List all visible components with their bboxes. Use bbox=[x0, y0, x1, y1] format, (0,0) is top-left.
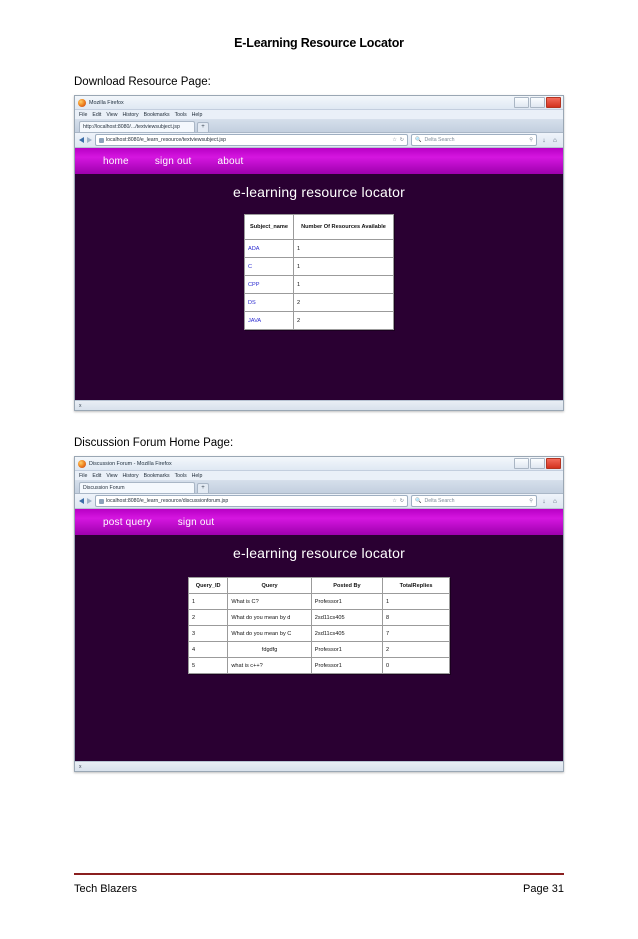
cell-count: 1 bbox=[293, 240, 393, 258]
table-header-row bbox=[245, 215, 394, 240]
browser-tab[interactable]: Discussion Forum bbox=[79, 482, 195, 493]
table-header-row bbox=[189, 578, 450, 594]
table-row bbox=[245, 258, 394, 276]
table-row bbox=[189, 610, 450, 626]
cell-count: 2 bbox=[293, 312, 393, 330]
status-bar bbox=[75, 400, 563, 410]
reload-icon[interactable]: ↻ bbox=[399, 498, 404, 504]
table-row bbox=[189, 658, 450, 674]
column-query: Query bbox=[228, 578, 311, 594]
download-icon[interactable]: ↓ bbox=[542, 136, 546, 144]
table-row bbox=[189, 626, 450, 642]
new-tab-button[interactable]: + bbox=[197, 122, 209, 132]
cell-total-replies: 7 bbox=[383, 626, 450, 642]
column-total-replies: TotalReplies bbox=[383, 578, 450, 594]
cell-subject[interactable]: CPP bbox=[245, 276, 294, 294]
nav-sign-out[interactable]: sign out bbox=[177, 516, 215, 528]
maximize-button[interactable] bbox=[530, 458, 545, 469]
back-arrow-icon[interactable] bbox=[79, 498, 84, 504]
site-favicon-icon bbox=[99, 138, 104, 143]
cell-query-id: 5 bbox=[189, 658, 228, 674]
cell-subject[interactable]: DS bbox=[245, 294, 294, 312]
titlebar bbox=[75, 457, 563, 471]
page-title: E-Learning Resource Locator bbox=[234, 36, 404, 50]
cell-query-id: 3 bbox=[189, 626, 228, 642]
menu-tools[interactable]: Tools bbox=[174, 472, 187, 479]
menu-edit[interactable]: Edit bbox=[92, 472, 102, 479]
address-bar[interactable] bbox=[95, 495, 408, 507]
titlebar bbox=[75, 96, 563, 110]
table-row bbox=[245, 276, 394, 294]
document-page bbox=[0, 36, 638, 939]
menubar bbox=[75, 471, 563, 481]
menu-history[interactable]: History bbox=[122, 111, 139, 118]
address-bar[interactable] bbox=[95, 134, 408, 146]
window-title: Mozilla Firefox bbox=[89, 99, 124, 106]
address-bar-actions bbox=[392, 498, 404, 504]
cell-count: 2 bbox=[293, 294, 393, 312]
status-bar bbox=[75, 761, 563, 771]
search-icon: 🔍 bbox=[415, 498, 422, 504]
search-submit-icon[interactable]: ⚲ bbox=[529, 137, 533, 143]
column-posted-by: Posted By bbox=[311, 578, 382, 594]
page-viewport-download bbox=[75, 148, 563, 400]
table-row bbox=[245, 240, 394, 258]
window-title: Discussion Forum - Mozilla Firefox bbox=[89, 460, 172, 467]
menu-help[interactable]: Help bbox=[191, 111, 203, 118]
back-arrow-icon[interactable] bbox=[79, 137, 84, 143]
browser-tab[interactable]: http://localhost:8080/.../textviewsubject.jsp bbox=[79, 121, 195, 132]
browser-window-download bbox=[74, 95, 564, 411]
search-submit-icon[interactable]: ⚲ bbox=[529, 498, 533, 504]
cell-count: 1 bbox=[293, 258, 393, 276]
footer bbox=[74, 883, 564, 895]
table-row bbox=[189, 594, 450, 610]
address-bar-actions bbox=[392, 137, 404, 143]
forum-queries-table bbox=[188, 577, 450, 674]
menu-view[interactable]: View bbox=[106, 111, 118, 118]
maximize-button[interactable] bbox=[530, 97, 545, 108]
cell-subject[interactable]: JAVA bbox=[245, 312, 294, 330]
menu-file[interactable]: File bbox=[79, 472, 88, 479]
status-text: x bbox=[79, 763, 82, 770]
address-bar-value: localhost:8080/e_learn_resource/discussionforum.jsp bbox=[106, 498, 229, 504]
home-icon[interactable]: ⌂ bbox=[553, 497, 557, 505]
cell-posted-by: 2sd11cs405 bbox=[311, 626, 382, 642]
address-bar-value: localhost:8080/e_learn_resource/textviewsubject.jsp bbox=[106, 137, 226, 143]
table-row bbox=[245, 312, 394, 330]
cell-total-replies: 1 bbox=[383, 594, 450, 610]
cell-query-id: 4 bbox=[189, 642, 228, 658]
column-resources-available: Number Of Resources Available bbox=[293, 215, 393, 240]
search-bar[interactable] bbox=[411, 495, 537, 507]
menu-history[interactable]: History bbox=[122, 472, 139, 479]
status-text: x bbox=[79, 402, 82, 409]
site-heading: e-learning resource locator bbox=[233, 184, 405, 200]
menu-bookmarks[interactable]: Bookmarks bbox=[143, 111, 170, 118]
cell-query[interactable]: what is c++? bbox=[228, 658, 311, 674]
reload-icon[interactable]: ↻ bbox=[399, 137, 404, 143]
firefox-logo-icon bbox=[78, 99, 86, 107]
close-button[interactable] bbox=[546, 458, 561, 469]
cell-total-replies: 0 bbox=[383, 658, 450, 674]
bookmark-star-icon[interactable]: ☆ bbox=[392, 137, 397, 143]
menu-tools[interactable]: Tools bbox=[174, 111, 187, 118]
cell-subject[interactable]: ADA bbox=[245, 240, 294, 258]
menubar bbox=[75, 110, 563, 120]
cell-query[interactable]: What is C? bbox=[228, 594, 311, 610]
cell-posted-by: Professor1 bbox=[311, 642, 382, 658]
table-row bbox=[245, 294, 394, 312]
cell-query[interactable]: What do you mean by d bbox=[228, 610, 311, 626]
menu-view[interactable]: View bbox=[106, 472, 118, 479]
search-icon: 🔍 bbox=[415, 137, 422, 143]
site-navbar bbox=[75, 148, 563, 174]
site-navbar bbox=[75, 509, 563, 535]
resources-table bbox=[244, 214, 394, 330]
close-button[interactable] bbox=[546, 97, 561, 108]
navigation-toolbar bbox=[75, 133, 563, 148]
section-caption-forum: Discussion Forum Home Page: bbox=[74, 437, 234, 449]
site-heading: e-learning resource locator bbox=[233, 545, 405, 561]
search-engine-label: Delta Search bbox=[424, 137, 455, 143]
bookmark-star-icon[interactable]: ☆ bbox=[392, 498, 397, 504]
cell-posted-by: Professor1 bbox=[311, 594, 382, 610]
download-icon[interactable]: ↓ bbox=[542, 497, 546, 505]
new-tab-button[interactable]: + bbox=[197, 483, 209, 493]
menu-file[interactable]: File bbox=[79, 111, 88, 118]
footer-divider bbox=[74, 873, 564, 875]
cell-posted-by: 2sd11cs405 bbox=[311, 610, 382, 626]
footer-left-text: Tech Blazers bbox=[74, 883, 137, 895]
tabstrip bbox=[75, 481, 563, 494]
nav-home[interactable]: home bbox=[103, 155, 129, 167]
menu-edit[interactable]: Edit bbox=[92, 111, 102, 118]
menu-bookmarks[interactable]: Bookmarks bbox=[143, 472, 170, 479]
cell-query-id: 1 bbox=[189, 594, 228, 610]
window-controls bbox=[514, 97, 561, 108]
nav-about[interactable]: about bbox=[217, 155, 244, 167]
nav-post-query[interactable]: post query bbox=[103, 516, 152, 528]
cell-count: 1 bbox=[293, 276, 393, 294]
cell-total-replies: 2 bbox=[383, 642, 450, 658]
home-icon[interactable]: ⌂ bbox=[553, 136, 557, 144]
browser-window-forum bbox=[74, 456, 564, 772]
minimize-button[interactable] bbox=[514, 458, 529, 469]
navigation-toolbar bbox=[75, 494, 563, 509]
page-viewport-forum bbox=[75, 509, 563, 761]
cell-total-replies: 8 bbox=[383, 610, 450, 626]
firefox-logo-icon bbox=[78, 460, 86, 468]
minimize-button[interactable] bbox=[514, 97, 529, 108]
window-controls bbox=[514, 458, 561, 469]
tabstrip bbox=[75, 120, 563, 133]
forward-arrow-icon[interactable] bbox=[87, 137, 92, 143]
search-engine-label: Delta Search bbox=[424, 498, 455, 504]
cell-query[interactable]: fdgdfg bbox=[228, 642, 311, 658]
footer-right-text: Page 31 bbox=[523, 883, 564, 895]
cell-query[interactable]: What do you mean by C bbox=[228, 626, 311, 642]
cell-query-id: 2 bbox=[189, 610, 228, 626]
search-bar[interactable] bbox=[411, 134, 537, 146]
column-subject-name: Subject_name bbox=[245, 215, 294, 240]
cell-subject[interactable]: C bbox=[245, 258, 294, 276]
nav-sign-out[interactable]: sign out bbox=[154, 155, 192, 167]
column-query-id: Query_ID bbox=[189, 578, 228, 594]
table-row bbox=[189, 642, 450, 658]
section-caption-download: Download Resource Page: bbox=[74, 76, 211, 88]
forward-arrow-icon[interactable] bbox=[87, 498, 92, 504]
menu-help[interactable]: Help bbox=[191, 472, 203, 479]
cell-posted-by: Professor1 bbox=[311, 658, 382, 674]
site-favicon-icon bbox=[99, 499, 104, 504]
